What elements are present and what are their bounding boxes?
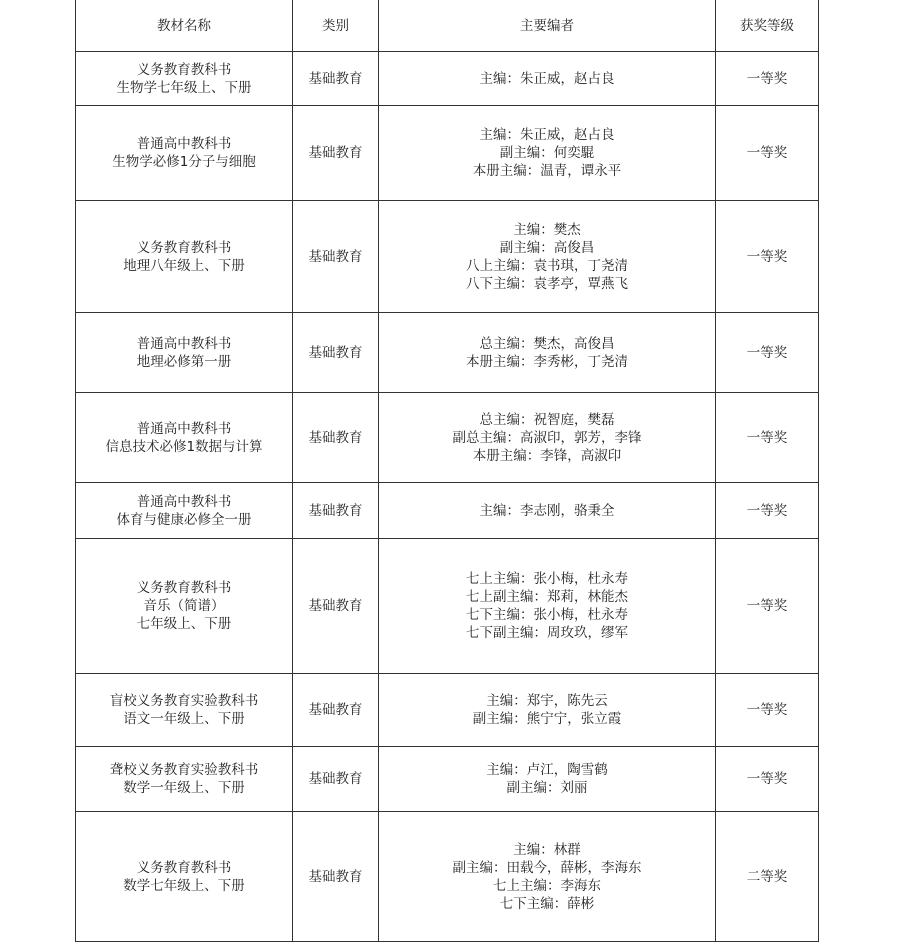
award-level-cell: 一等奖 xyxy=(716,483,819,539)
textbook-name-cell xyxy=(76,52,293,106)
table-row xyxy=(76,483,819,539)
textbook-name-line: 普通高中教科书 xyxy=(136,493,232,510)
award-level-cell: 一等奖 xyxy=(716,106,819,201)
textbook-awards-table xyxy=(75,0,819,942)
table-row xyxy=(76,747,819,812)
editor-line: 主编：樊杰 xyxy=(513,221,581,238)
editors-cell xyxy=(379,393,716,483)
editor-line: 八上主编：袁书琪，丁尧清 xyxy=(466,257,628,274)
editor-line: 副主编：高俊昌 xyxy=(499,239,595,256)
textbook-name-line: 义务教育教科书 xyxy=(136,859,232,876)
table-row xyxy=(76,201,819,313)
award-level-cell: 二等奖 xyxy=(716,812,819,942)
table-row xyxy=(76,106,819,201)
editors-cell xyxy=(379,313,716,393)
table-row xyxy=(76,52,819,106)
textbook-name-cell xyxy=(76,747,293,812)
textbook-name-line: 信息技术必修1数据与计算 xyxy=(105,438,263,455)
editor-line: 主编：朱正威，赵占良 xyxy=(479,127,615,143)
category-cell: 基础教育 xyxy=(293,393,379,483)
award-level-cell: 一等奖 xyxy=(716,201,819,313)
textbook-name-line: 七年级上、下册 xyxy=(136,616,232,632)
header-main-editors: 主要编者 xyxy=(379,0,716,52)
editors-cell xyxy=(379,539,716,674)
textbook-name-line: 盲校义务教育实验教科书 xyxy=(109,693,259,709)
editor-line: 主编：郑宇，陈先云 xyxy=(486,693,608,709)
award-level-cell: 一等奖 xyxy=(716,539,819,674)
table-body xyxy=(76,52,819,942)
textbook-name-line: 数学一年级上、下册 xyxy=(123,780,245,796)
textbook-name-cell xyxy=(76,483,293,539)
editor-line: 总主编：樊杰，高俊昌 xyxy=(479,335,615,352)
category-cell: 基础教育 xyxy=(293,106,379,201)
editor-line: 本册主编：温青，谭永平 xyxy=(472,163,622,179)
textbook-name-cell xyxy=(76,106,293,201)
editor-line: 主编：卢江，陶雪鹤 xyxy=(486,762,608,778)
textbook-name-line: 音乐（简谱） xyxy=(143,598,225,614)
textbook-name-cell xyxy=(76,201,293,313)
textbook-name-line: 语文一年级上、下册 xyxy=(123,711,245,727)
category-cell: 基础教育 xyxy=(293,674,379,747)
editor-line: 主编：朱正威，赵占良 xyxy=(479,70,615,87)
award-level-cell: 一等奖 xyxy=(716,393,819,483)
textbook-name-line: 义务教育教科书 xyxy=(136,580,232,596)
editors-cell xyxy=(379,106,716,201)
textbook-name-line: 生物学七年级上、下册 xyxy=(116,79,252,96)
editor-line: 总主编：祝智庭，樊磊 xyxy=(479,411,615,428)
award-level-cell: 一等奖 xyxy=(716,313,819,393)
editors-cell xyxy=(379,483,716,539)
editor-line: 七上副主编：郑莉，林能杰 xyxy=(466,589,628,605)
textbook-name-cell xyxy=(76,313,293,393)
textbook-name-line: 数学七年级上、下册 xyxy=(123,877,245,894)
table-row xyxy=(76,674,819,747)
category-cell: 基础教育 xyxy=(293,539,379,674)
textbook-name-cell xyxy=(76,674,293,747)
editors-cell xyxy=(379,201,716,313)
editor-line: 副主编：刘丽 xyxy=(506,780,588,796)
editor-line: 七上主编：李海东 xyxy=(493,877,601,894)
table-row xyxy=(76,393,819,483)
textbook-name-line: 普通高中教科书 xyxy=(136,335,232,352)
textbook-name-cell xyxy=(76,539,293,674)
category-cell: 基础教育 xyxy=(293,313,379,393)
category-cell: 基础教育 xyxy=(293,52,379,106)
table-row xyxy=(76,812,819,942)
category-cell: 基础教育 xyxy=(293,812,379,942)
textbook-name-line: 义务教育教科书 xyxy=(136,61,232,78)
table-row xyxy=(76,313,819,393)
editors-cell xyxy=(379,747,716,812)
award-level-cell: 一等奖 xyxy=(716,674,819,747)
textbook-name-line: 普通高中教科书 xyxy=(136,420,232,437)
award-level-cell: 一等奖 xyxy=(716,52,819,106)
textbook-name-line: 聋校义务教育实验教科书 xyxy=(109,762,259,778)
header-category: 类别 xyxy=(293,0,379,52)
editor-line: 主编：林群 xyxy=(513,841,581,858)
category-cell: 基础教育 xyxy=(293,483,379,539)
textbook-name-line: 普通高中教科书 xyxy=(136,136,232,152)
table-row xyxy=(76,539,819,674)
editors-cell xyxy=(379,52,716,106)
textbook-name-line: 体育与健康必修全一册 xyxy=(116,511,252,528)
editor-line: 副主编：田载今，薛彬，李海东 xyxy=(452,859,642,876)
editor-line: 主编：李志刚，骆秉全 xyxy=(479,502,615,519)
editor-line: 七下主编：张小梅，杜永寿 xyxy=(466,607,628,623)
header-textbook-name: 教材名称 xyxy=(76,0,293,52)
textbook-name-line: 地理八年级上、下册 xyxy=(123,257,245,274)
editor-line: 本册主编：李秀彬，丁尧清 xyxy=(466,353,628,370)
textbook-name-line: 地理必修第一册 xyxy=(136,353,232,370)
textbook-name-line: 生物学必修1分子与细胞 xyxy=(112,154,256,170)
editor-line: 副主编：熊宁宁，张立霞 xyxy=(472,711,622,727)
editors-cell xyxy=(379,674,716,747)
category-cell: 基础教育 xyxy=(293,201,379,313)
textbook-name-line: 义务教育教科书 xyxy=(136,239,232,256)
editor-line: 副总主编：高淑印，郭芳，李锋 xyxy=(452,429,642,446)
editor-line: 本册主编：李锋，高淑印 xyxy=(472,447,622,464)
editor-line: 七下主编：薛彬 xyxy=(499,895,595,912)
textbook-name-cell xyxy=(76,812,293,942)
textbook-name-cell xyxy=(76,393,293,483)
editors-cell xyxy=(379,812,716,942)
header-row xyxy=(76,0,819,52)
header-award-level: 获奖等级 xyxy=(716,0,819,52)
editor-line: 七下副主编：周玫玖，缪军 xyxy=(466,625,628,641)
award-level-cell: 一等奖 xyxy=(716,747,819,812)
editor-line: 八下主编：袁孝亭，覃燕飞 xyxy=(466,275,628,292)
editor-line: 副主编：何奕騉 xyxy=(499,145,595,161)
category-cell: 基础教育 xyxy=(293,747,379,812)
editor-line: 七上主编：张小梅，杜永寿 xyxy=(466,571,628,587)
